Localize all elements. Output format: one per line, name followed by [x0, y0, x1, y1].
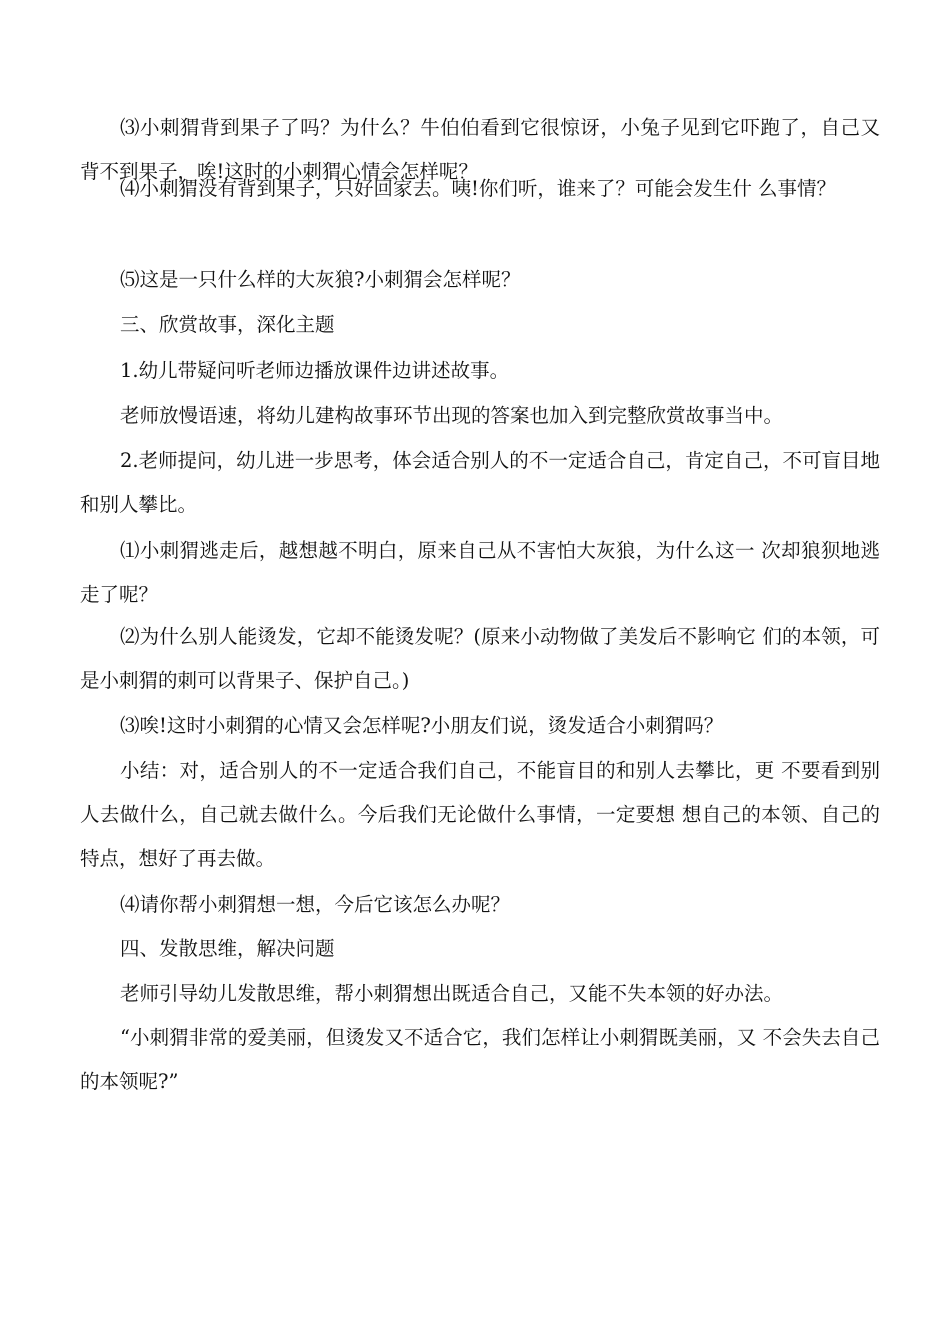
section-heading-4: 四、发散思维，解决问题	[120, 937, 335, 960]
summary-paragraph: 小结：对，适合别人的不一定适合我们自己，不能盲目的和别人去攀比，更 不要看到别人去做什么，自己就去做什么。今后我们无论做什么事情，一定要想 想自己的本领、自己的特点，想好了再去做。	[80, 759, 880, 870]
paragraph-5: 1.幼儿带疑问听老师边播放课件边讲述故事。	[120, 359, 510, 382]
paragraph-10: ⑶唉!这时小刺猬的心情又会怎样呢?小朋友们说，烫发适合小刺猬吗？	[120, 714, 724, 737]
paragraph-8: ⑴小刺猬逃走后，越想越不明白，原来自己从不害怕大灰狼，为什么这一 次却狼狈地逃走了呢？	[80, 539, 880, 606]
paragraph-2: ⑷小刺猬没有背到果子，只好回家去。咦!你们听，谁来了？可能会发生什 么事情？	[120, 177, 837, 200]
paragraph-6: 老师放慢语速，将幼儿建构故事环节出现的答案也加入到完整欣赏故事当中。	[120, 404, 784, 427]
paragraph-14: 老师引导幼儿发散思维，帮小刺猬想出既适合自己，又能不失本领的好办法。	[120, 982, 784, 1005]
paragraph-3: ⑸这是一只什么样的大灰狼?小刺猬会怎样呢？	[120, 268, 521, 291]
section-heading-3: 三、欣赏故事，深化主题	[120, 313, 335, 336]
paragraph-7: 2.老师提问，幼儿进一步思考，体会适合别人的不一定适合自己，肯定自己，不可盲目地和别人攀比。	[80, 449, 880, 516]
quote-paragraph: “小刺猬非常的爱美丽，但烫发又不适合它，我们怎样让小刺猬既美丽，又 不会失去自己的本领呢?”	[80, 1026, 880, 1093]
paragraph-9: ⑵为什么别人能烫发，它却不能烫发呢？(原来小动物做了美发后不影响它 们的本领，可是小刺猬的刺可以背果子、保护自己。)	[80, 625, 880, 692]
paragraph-1: ⑶小刺猬背到果子了吗？为什么？牛伯伯看到它很惊讶，小兔子见到它吓跑了，自己又背不到果子，唉!这时的小刺猬心情会怎样呢？	[80, 116, 880, 183]
paragraph-12: ⑷请你帮小刺猬想一想，今后它该怎么办呢？	[120, 893, 511, 916]
